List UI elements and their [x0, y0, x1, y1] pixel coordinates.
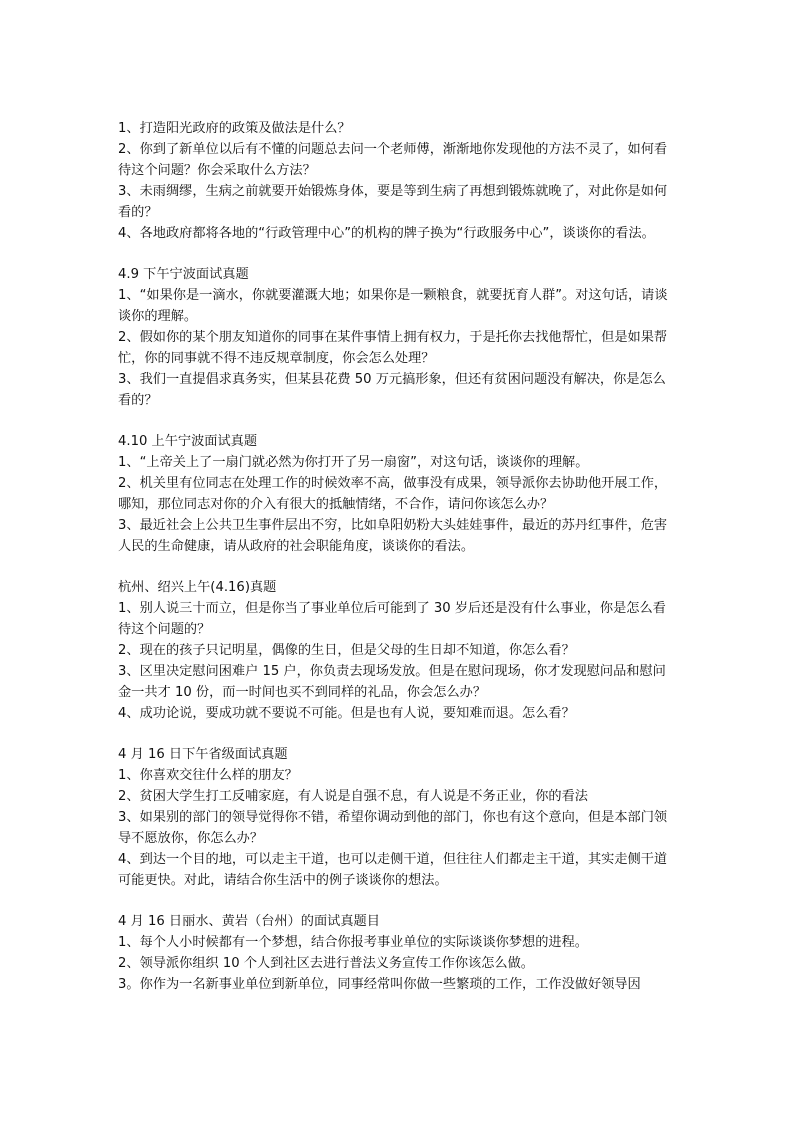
section-heading: 4.10 上午宁波面试真题	[118, 434, 258, 449]
question-section	[118, 264, 678, 411]
section-heading: 4 月 16 日丽水、黄岩（台州）的面试真题目	[118, 914, 380, 929]
section-gap	[118, 244, 678, 264]
section-heading: 杭州、绍兴上午(4.16)真题	[118, 580, 277, 595]
question-section	[118, 577, 678, 724]
question-item: 3、区里决定慰问困难户 15 户，你负责去现场发放。但是在慰问现场，你才发现慰问品和慰问金一共才 10 份，而一时间也买不到同样的礼品，你会怎么办？	[118, 664, 666, 700]
question-item: 3、最近社会上公共卫生事件层出不穷，比如阜阳奶粉大头娃娃事件，最近的苏丹红事件，危害人民的生命健康，请从政府的社会职能角度，谈谈你的看法。	[118, 518, 668, 554]
question-item: 3。你作为一名新事业单位到新单位，同事经常叫你做一些繁琐的工作，工作没做好领导因	[118, 977, 641, 992]
question-item: 3、如果别的部门的领导觉得你不错，希望你调动到他的部门，你也有这个意向，但是本部门领导不愿放你，你怎么办？	[118, 810, 668, 846]
question-section	[118, 911, 678, 995]
question-section	[118, 118, 678, 244]
question-item: 2、现在的孩子只记明星，偶像的生日，但是父母的生日却不知道，你怎么看？	[118, 643, 575, 658]
question-item: 2、假如你的某个朋友知道你的同事在某件事情上拥有权力，于是托你去找他帮忙，但是如果帮忙，你的同事就不得不违反规章制度，你会怎么处理？	[118, 330, 668, 366]
question-item: 2、机关里有位同志在处理工作的时候效率不高，做事没有成果，领导派你去协助他开展工作，哪知，那位同志对你的介入有很大的抵触情绪，不合作，请问你该怎么办？	[118, 476, 668, 512]
question-section	[118, 431, 678, 557]
question-section	[118, 744, 678, 891]
question-item: 2、你到了新单位以后有不懂的问题总去问一个老师傅，渐渐地你发现他的方法不灵了，如何看待这个问题？你会采取什么方法？	[118, 142, 668, 178]
question-item: 1、打造阳光政府的政策及做法是什么？	[118, 121, 351, 136]
section-gap	[118, 724, 678, 744]
question-item: 1、“上帝关上了一扇门就必然为你打开了另一扇窗”，对这句话，谈谈你的理解。	[118, 455, 589, 470]
section-gap	[118, 411, 678, 431]
question-item: 1、别人说三十而立，但是你当了事业单位后可能到了 30 岁后还是没有什么事业，你是怎么看待这个问题的？	[118, 601, 666, 637]
question-item: 1、“如果你是一滴水，你就要灌溉大地；如果你是一颗粮食，就要抚育人群”。对这句话，请谈谈你的理解。	[118, 288, 668, 324]
section-gap	[118, 557, 678, 577]
question-item: 3、未雨绸缪，生病之前就要开始锻炼身体，要是等到生病了再想到锻炼就晚了，对此你是如何看的？	[118, 184, 668, 220]
question-item: 3、我们一直提倡求真务实，但某县花费 50 万元搞形象，但还有贫困问题没有解决，你是怎么看的？	[118, 372, 666, 408]
section-heading: 4.9 下午宁波面试真题	[118, 267, 249, 282]
question-item: 1、每个人小时候都有一个梦想，结合你报考事业单位的实际谈谈你梦想的进程。	[118, 935, 588, 950]
question-item: 2、贫困大学生打工反哺家庭，有人说是自强不息，有人说是不务正业，你的看法	[118, 789, 588, 804]
question-item: 4、到达一个目的地，可以走主干道，也可以走侧干道，但往往人们都走主干道，其实走侧干道可能更快。对此，请结合你生活中的例子谈谈你的想法。	[118, 852, 668, 888]
document-page	[118, 118, 678, 995]
question-item: 1、你喜欢交往什么样的朋友？	[118, 768, 298, 783]
question-item: 4、各地政府都将各地的“行政管理中心”的机构的牌子换为“行政服务中心”，谈谈你的看法。	[118, 226, 655, 241]
section-gap	[118, 891, 678, 911]
question-item: 2、领导派你组织 10 个人到社区去进行普法义务宣传工作你该怎么做。	[118, 956, 534, 971]
section-heading: 4 月 16 日下午省级面试真题	[118, 747, 288, 762]
question-item: 4、成功论说，要成功就不要说不可能。但是也有人说，要知难而退。怎么看？	[118, 706, 575, 721]
